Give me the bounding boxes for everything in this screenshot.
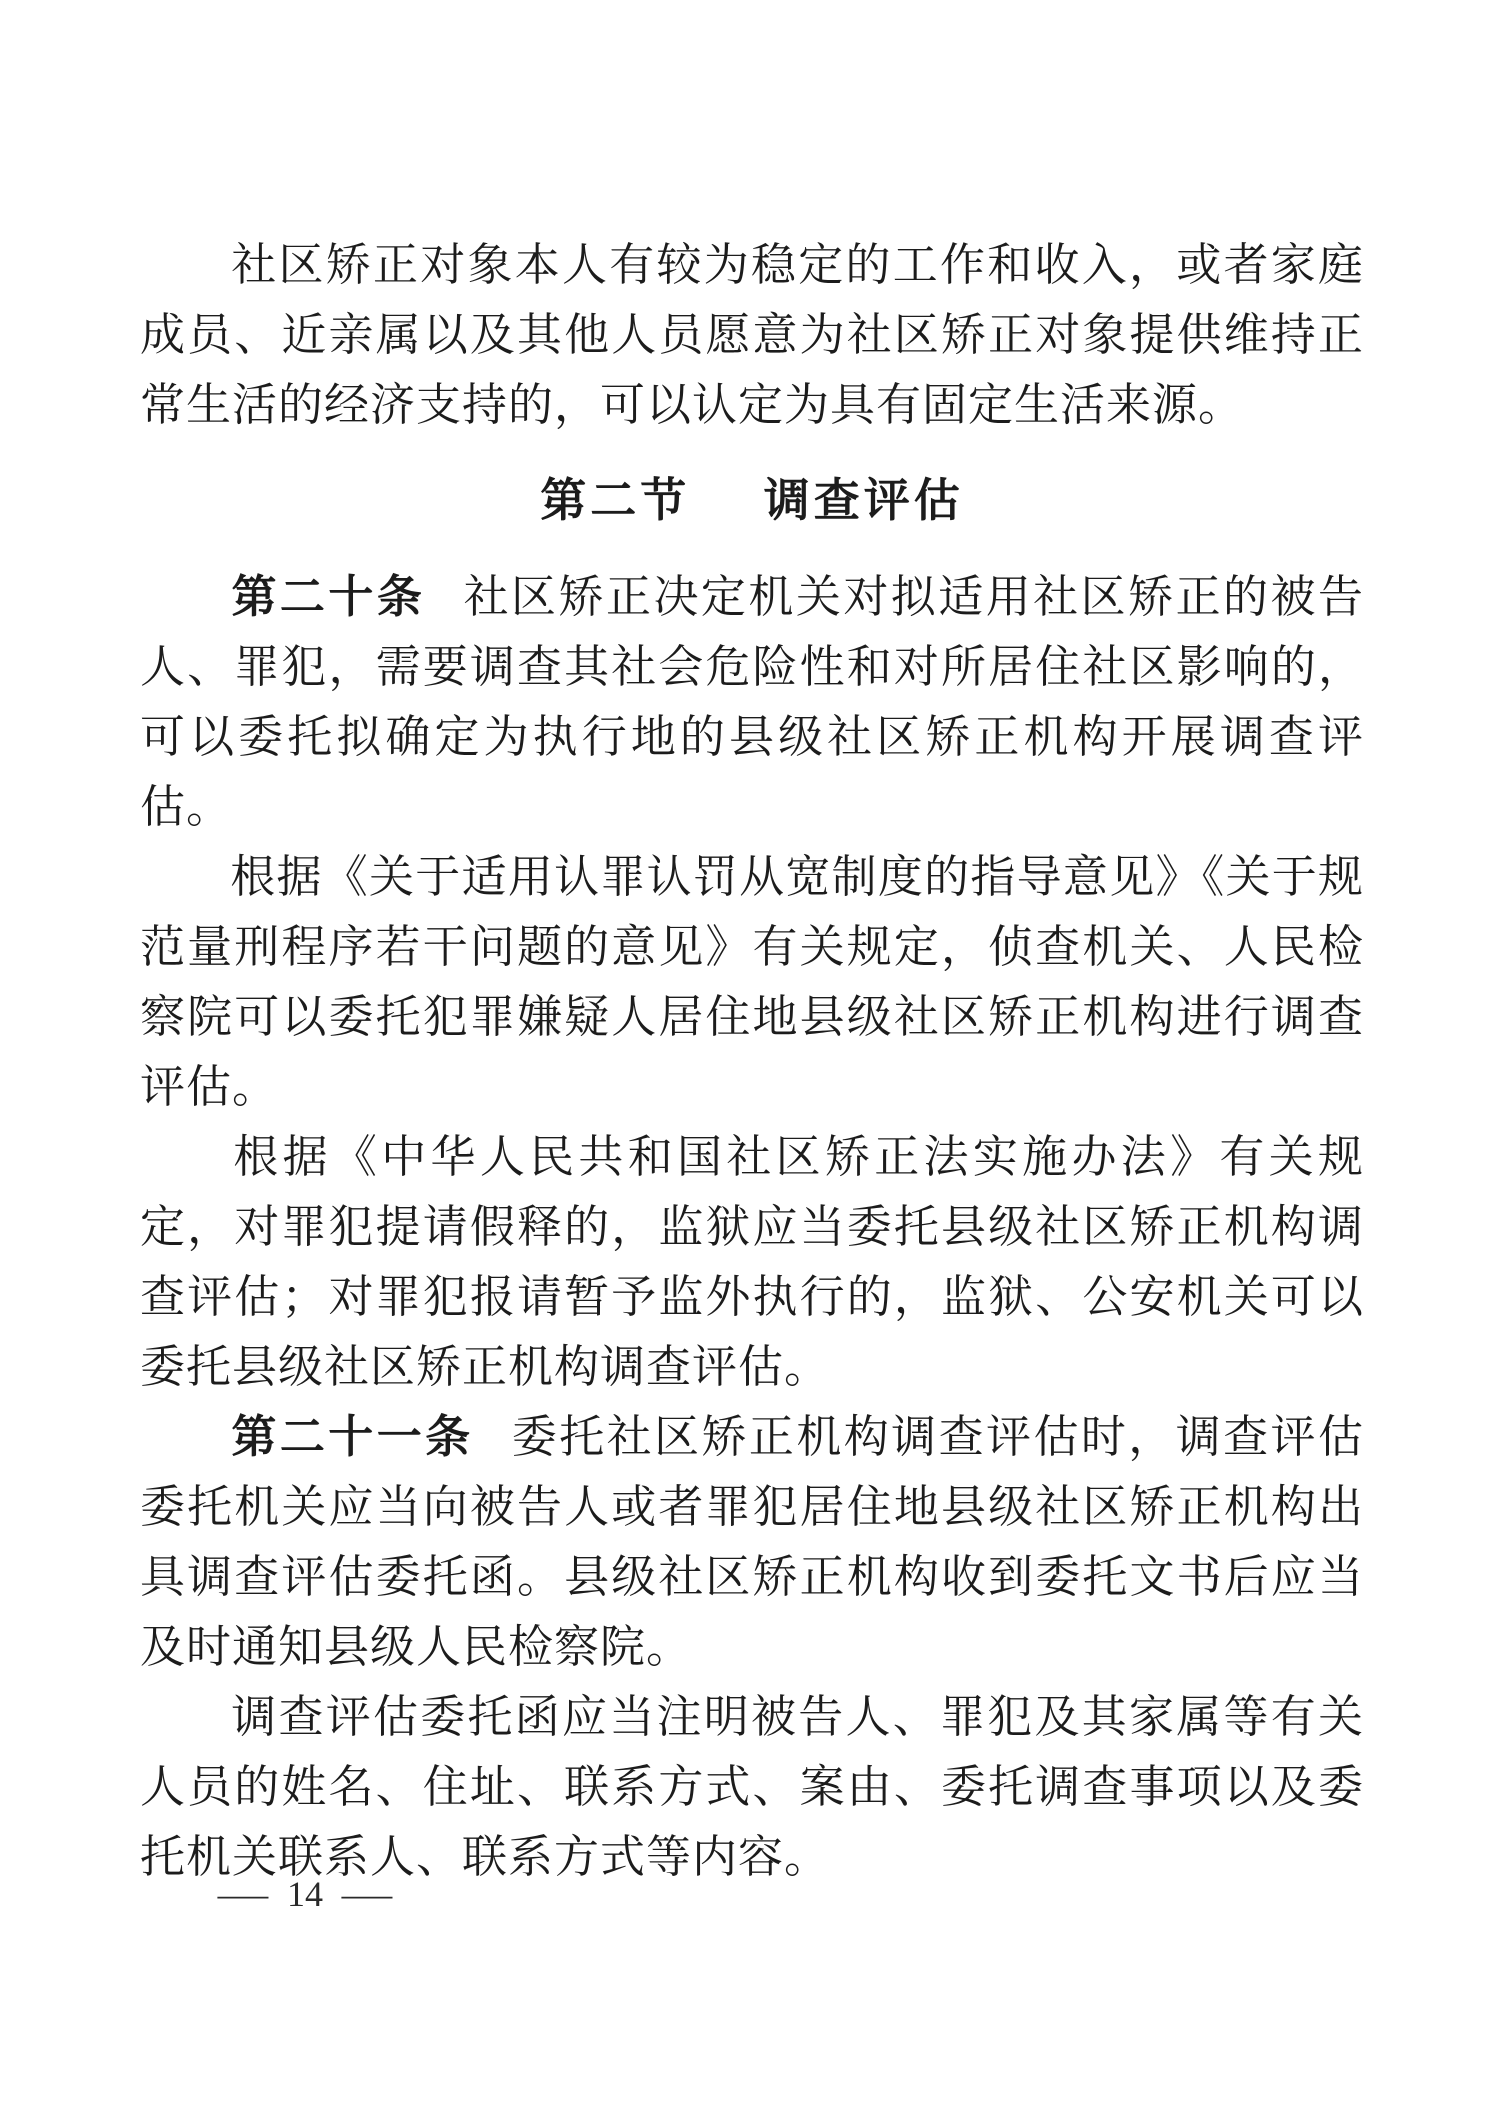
- paragraph-text: 根据《关于适用认罪认罚从宽制度的指导意见》《关于规范量刑程序若干问题的意见》有关规定，侦查机关、人民检察院可以委托犯罪嫌疑人居住地县级社区矫正机构进行调查评估。: [140, 852, 1364, 1112]
- page-footer: [217, 1872, 393, 1916]
- paragraph-guiding-opinions: [140, 842, 1364, 1122]
- paragraph-text: 社区矫正决定机关对拟适用社区矫正的被告人、罪犯，需要调查其社会危险性和对所居住社区影响的，可以委托拟确定为执行地的县级社区矫正机构开展调查评估。: [140, 572, 1364, 832]
- section-title: 调查评估: [763, 475, 964, 526]
- section-heading: [140, 466, 1364, 536]
- paragraph-article-21: [140, 1402, 1364, 1682]
- paragraph-implementation-measures: [140, 1122, 1364, 1402]
- paragraph-fixed-income: [140, 230, 1364, 440]
- page-number: 14: [287, 1874, 323, 1914]
- footer-dash-right: —: [341, 1874, 393, 1914]
- article-20-number: 第二十条: [230, 571, 426, 622]
- paragraph-text: 根据《中华人民共和国社区矫正法实施办法》有关规定，对罪犯提请假释的，监狱应当委托县级社区矫正机构调查评估；对罪犯报请暂予监外执行的，监狱、公安机关可以委托县级社区矫正机构调查评估。: [140, 1132, 1364, 1392]
- paragraph-text: 调查评估委托函应当注明被告人、罪犯及其家属等有关人员的姓名、住址、联系方式、案由、委托调查事项以及委托机关联系人、联系方式等内容。: [140, 1692, 1364, 1882]
- paragraph-letter-contents: [140, 1682, 1364, 1892]
- section-number: 第二节: [540, 475, 691, 526]
- paragraph-article-20: [140, 562, 1364, 842]
- paragraph-text: 委托社区矫正机构调查评估时，调查评估委托机关应当向被告人或者罪犯居住地县级社区矫正机构出具调查评估委托函。县级社区矫正机构收到委托文书后应当及时通知县级人民检察院。: [140, 1412, 1364, 1672]
- document-body: [140, 230, 1364, 1892]
- footer-dash-left: —: [217, 1874, 269, 1914]
- article-21-number: 第二十一条: [230, 1411, 474, 1462]
- paragraph-text: 社区矫正对象本人有较为稳定的工作和收入，或者家庭成员、近亲属以及其他人员愿意为社区矫正对象提供维持正常生活的经济支持的，可以认定为具有固定生活来源。: [140, 240, 1364, 430]
